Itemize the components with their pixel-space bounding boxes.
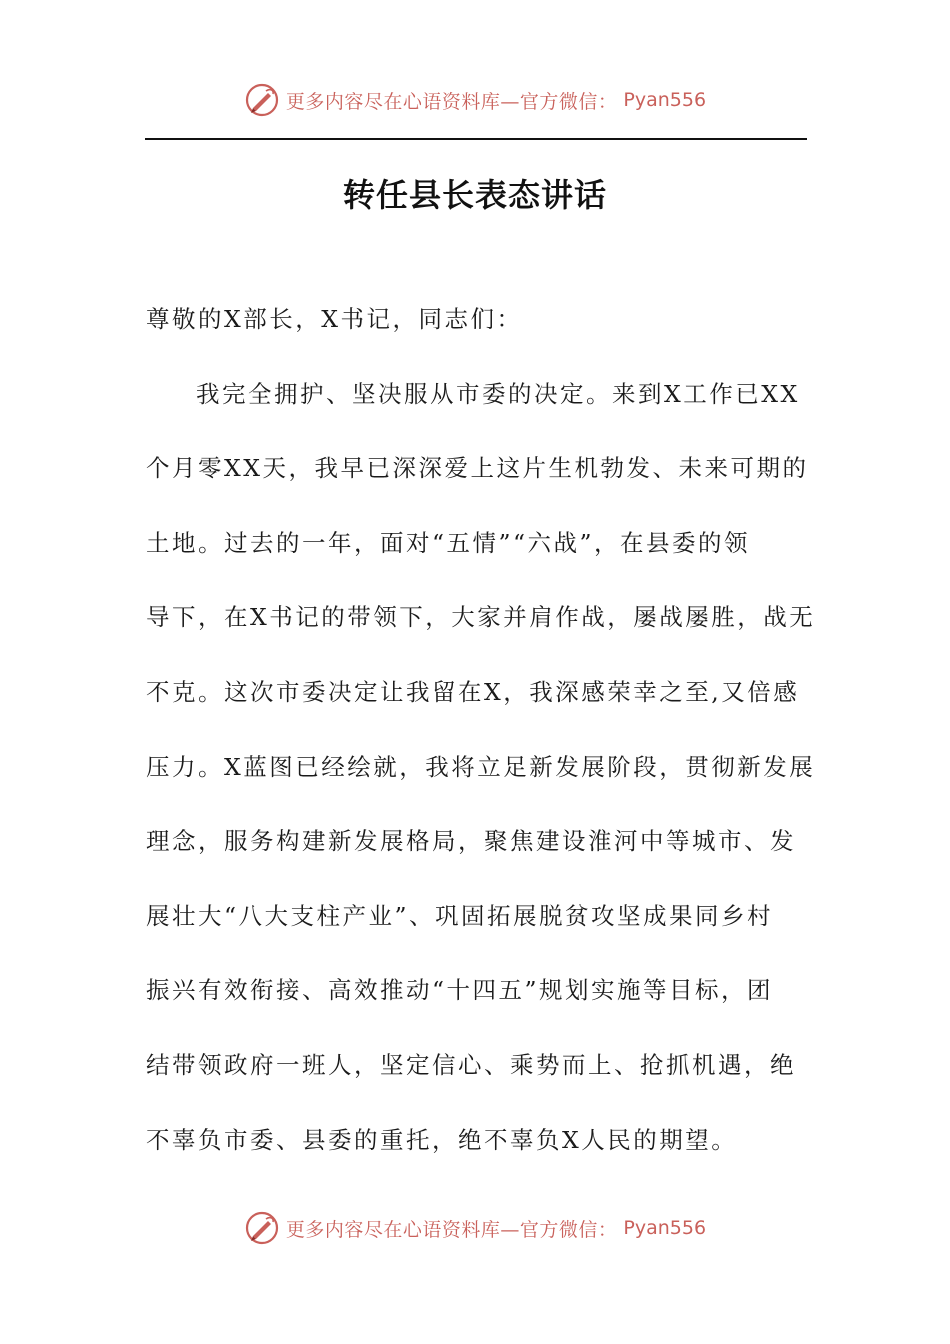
body-line: 展壮大“八大支柱产业”、巩固拓展脱贫攻坚成果同乡村 <box>146 901 774 930</box>
body-line: 不辜负市委、县委的重托，绝不辜负X人民的期望。 <box>146 1125 738 1154</box>
watermark-text: 更多内容尽在心语资料库—官方微信： <box>285 1218 618 1241</box>
watermark-wechat-id: Pyan556 <box>623 89 707 111</box>
body-line: 理念，服务构建新发展格局，聚焦建设淮河中等城市、发 <box>146 827 796 856</box>
watermark-text: 更多内容尽在心语资料库—官方微信： <box>285 90 618 113</box>
body-line: 压力。X蓝图已经绘就，我将立足新发展阶段，贯彻新发展 <box>146 752 816 781</box>
body-line: 不克。这次市委决定让我留在X，我深感荣幸之至,又倍感 <box>146 677 800 706</box>
pen-logo-icon <box>244 1210 280 1246</box>
pen-logo-icon <box>244 82 280 118</box>
body-line: 导下，在X书记的带领下，大家并肩作战，屡战屡胜，战无 <box>146 603 816 632</box>
body-line: 土地。过去的一年，面对“五情”“六战”，在县委的领 <box>146 528 751 557</box>
body-line: 个月零XX天，我早已深深爱上这片生机勃发、未来可期的 <box>146 454 809 483</box>
salutation: 尊敬的X部长，X书记，同志们： <box>146 305 523 333</box>
body-line: 结带领政府一班人，坚定信心、乘势而上、抢抓机遇，绝 <box>146 1050 796 1079</box>
document-body <box>146 282 816 1177</box>
body-line: 振兴有效衔接、高效推动“十四五”规划实施等目标，团 <box>146 976 774 1005</box>
body-line: 我完全拥护、坚决服从市委的决定。来到X工作已XX <box>196 379 800 408</box>
watermark-wechat-id: Pyan556 <box>623 1217 707 1239</box>
document-title: 转任县长表态讲话 <box>342 176 607 214</box>
header-divider <box>145 138 807 140</box>
footer-watermark <box>0 1210 950 1246</box>
header-watermark <box>0 82 950 118</box>
